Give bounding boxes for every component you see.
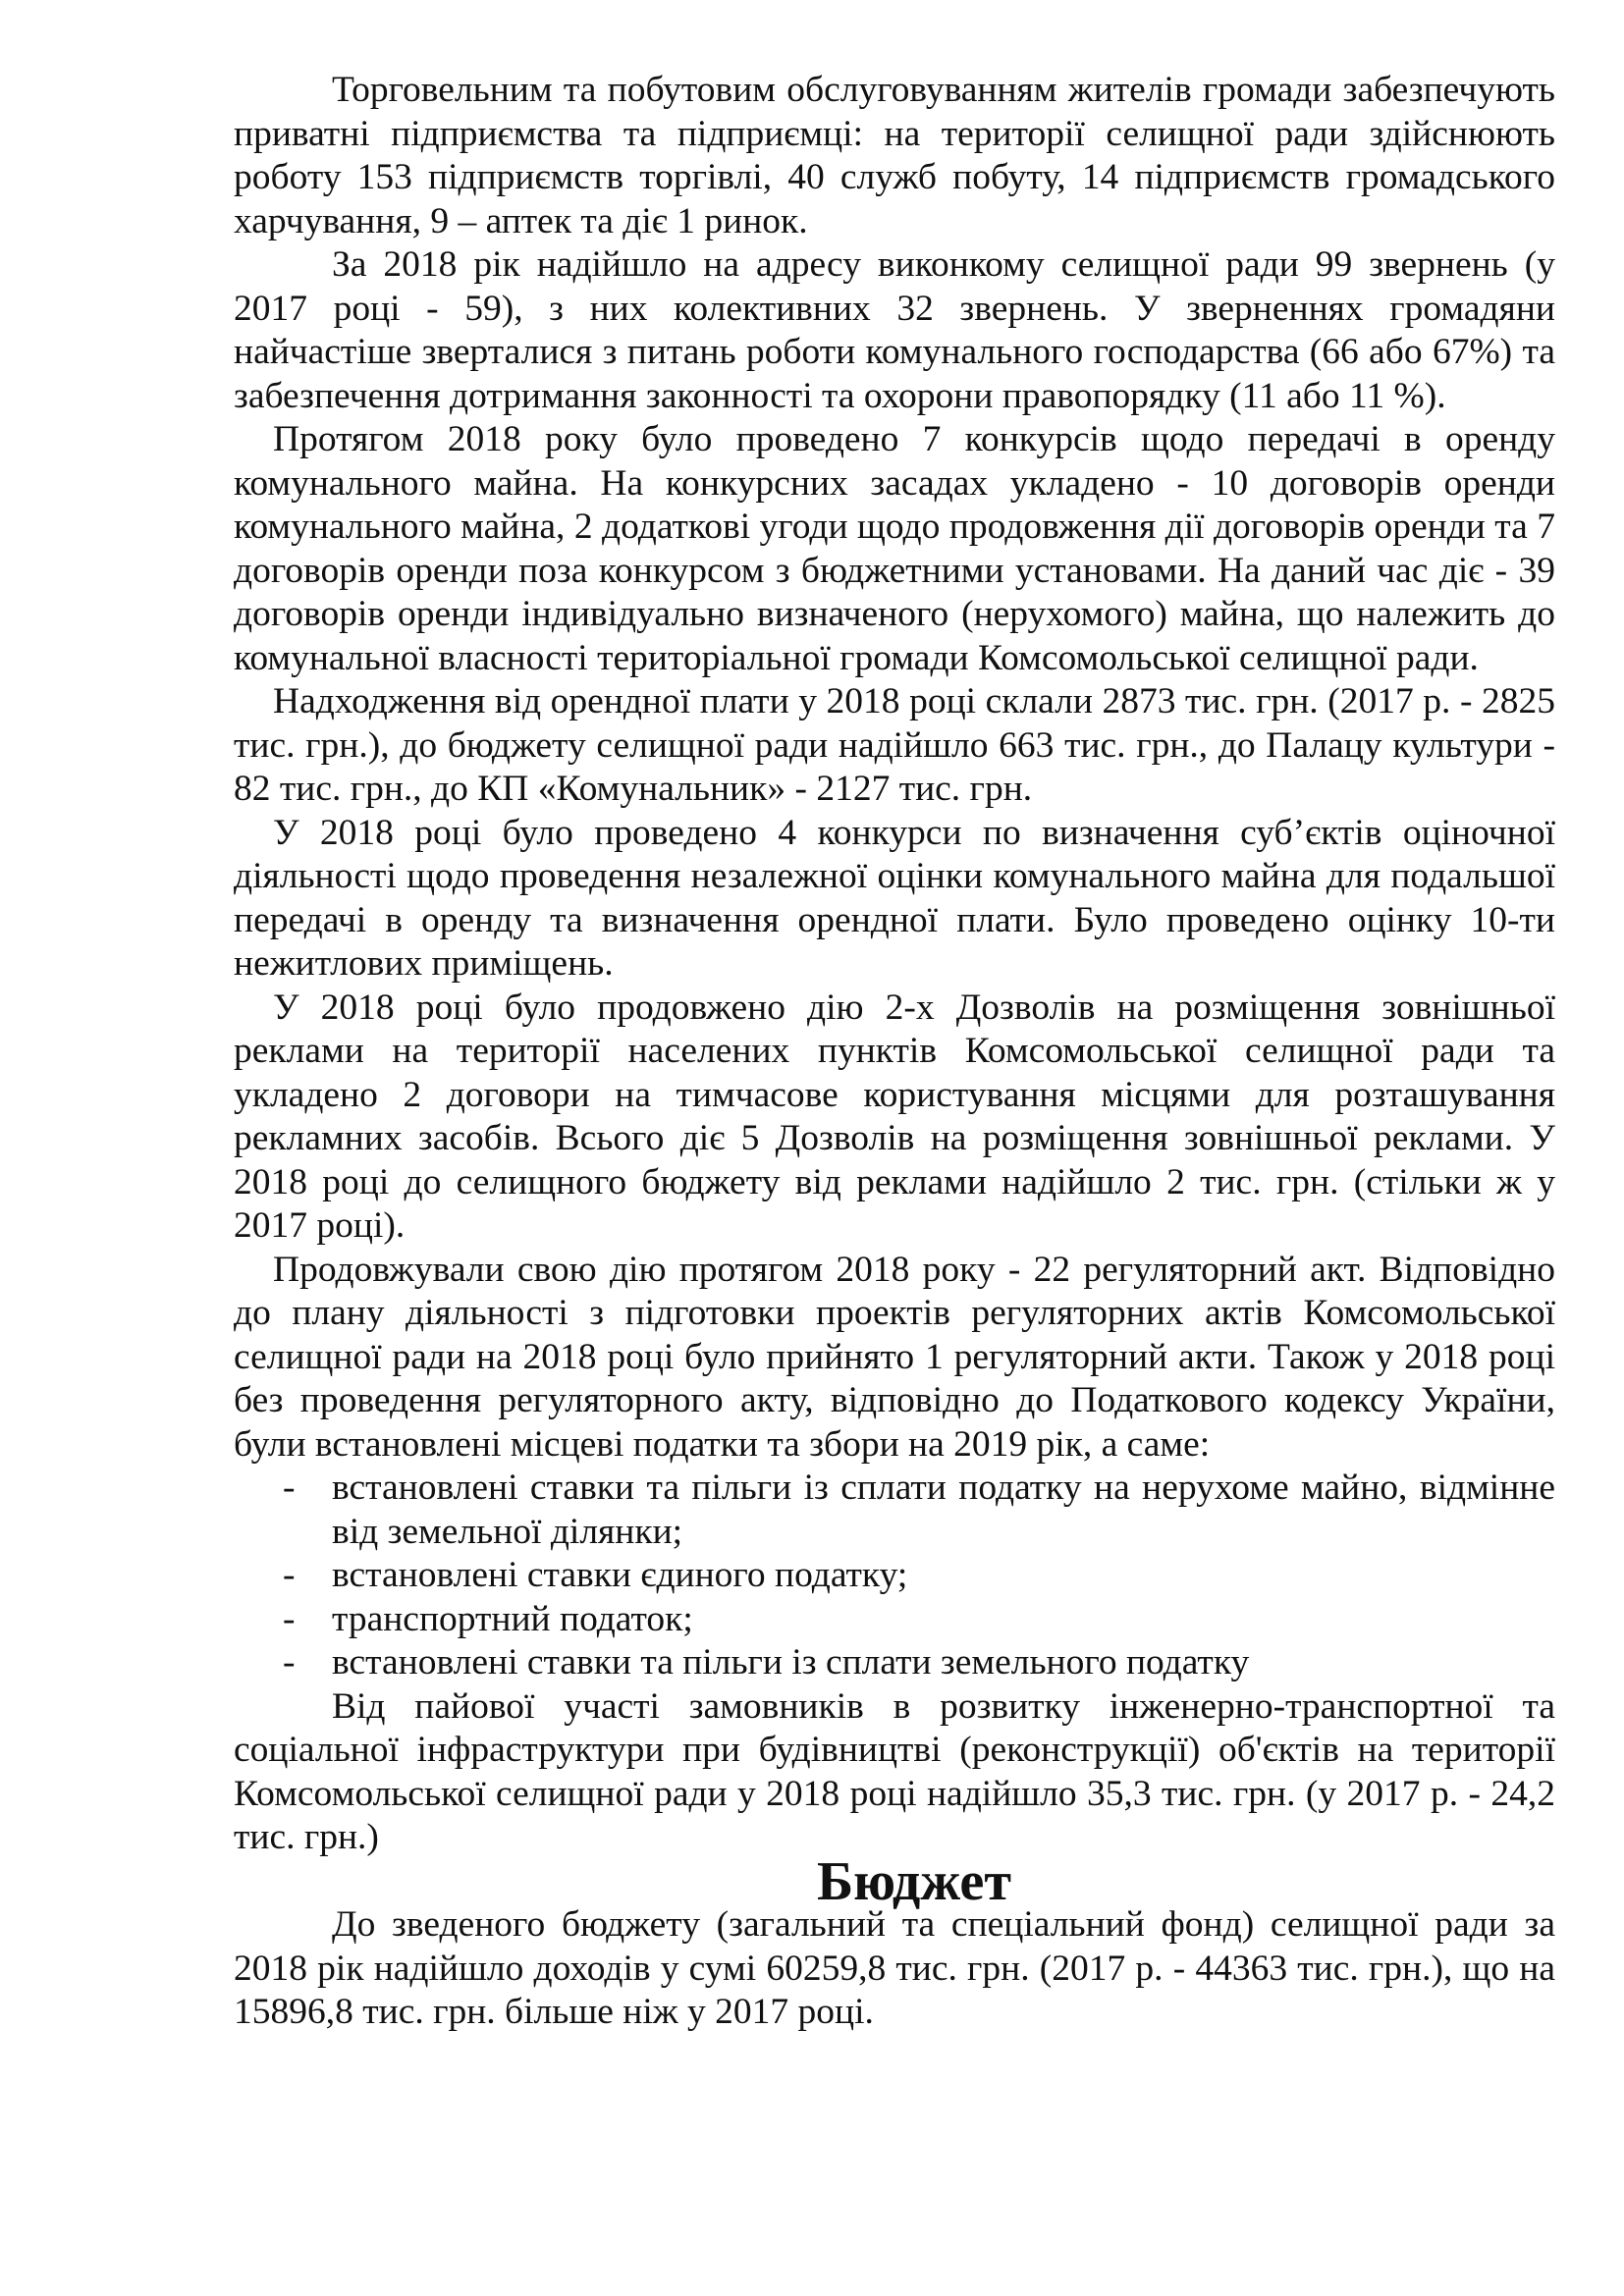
list-item xyxy=(234,1641,1555,1685)
list-item-text: транспортний податок; xyxy=(332,1598,693,1639)
dash-marker: - xyxy=(283,1598,296,1639)
dash-marker: - xyxy=(283,1555,296,1595)
list-item xyxy=(234,1554,1555,1598)
paragraph-rent-income: Надходження від орендної плати у 2018 році склали 2873 тис. грн. (2017 р. - 2825 тис. грн.), до бюджету селищної ради надійшло 663 тис. грн., до Палацу культури - 82 тис. грн., до КП «Комунальник» - 2127 тис. грн. xyxy=(234,681,1555,809)
list-item-text: встановлені ставки єдиного податку; xyxy=(332,1555,908,1595)
paragraph-property-rent-contests: Протягом 2018 року було проведено 7 конкурсів щодо передачі в оренду комунального майна. На конкурсних засадах укладено - 10 договорів оренди комунального майна, 2 додаткові угоди щодо продовження дії договорів оренди та 7 договорів оренди поза конкурсом з бюджетними установами. На даний час діє - 39 договорів оренди індивідуально визначеного (нерухомого) майна, що належить до комунальної власності територіальної громади Комсомольської селищної ради. xyxy=(234,419,1555,678)
dash-marker: - xyxy=(283,1468,296,1508)
list-item xyxy=(234,1598,1555,1642)
list-item-text: встановлені ставки та пільги із сплати податку на нерухоме майно, відмінне від земельної ділянки; xyxy=(332,1468,1555,1552)
paragraph-citizen-appeals: За 2018 рік надійшло на адресу виконкому селищної ради 99 звернень (у 2017 році - 59), з них колективних 32 звернень. У зверненнях громадяни найчастіше зверталися з питань роботи комунального господарства (66 або 67%) та забезпечення дотримання законності та охорони правопорядку (11 або 11 %). xyxy=(234,244,1555,416)
local-taxes-list xyxy=(234,1467,1555,1685)
paragraph-shared-participation: Від пайової участі замовників в розвитку інженерно-транспортної та соціальної інфраструктури при будівництві (реконструкції) об'єктів на території Комсомольської селищної ради у 2018 році надійшло 35,3 тис. грн. (у 2017 р. - 24,2 тис. грн.) xyxy=(234,1685,1555,1857)
paragraph-advertising-permits: У 2018 році було продовжено дію 2-х Дозволів на розміщення зовнішньої реклами на території населених пунктів Комсомольської селищної ради та укладено 2 договори на тимчасове користування місцями для розташування рекламних засобів. Всього діє 5 Дозволів на розміщення зовнішньої реклами. У 2018 році до селищного бюджету від реклами надійшло 2 тис. грн. (стільки ж у 2017 році). xyxy=(234,987,1555,1246)
list-item xyxy=(234,1467,1555,1554)
section-heading-budget: Бюджет xyxy=(816,1850,1012,1912)
paragraph-budget-income: До зведеного бюджету (загальний та спеціальний фонд) селищної ради за 2018 рік надійшло доходів у сумі 60259,8 тис. грн. (2017 р. - 44363 тис. грн.), що на 15896,8 тис. грн. більше ніж у 2017 році. xyxy=(234,1904,1555,2032)
paragraph-regulatory-acts: Продовжували свою дію протягом 2018 року - 22 регуляторний акт. Відповідно до плану діяльності з підготовки проектів регуляторних актів Комсомольської селищної ради на 2018 році було прийнято 1 регуляторний акти. Також у 2018 році без проведення регуляторного акту, відповідно до Податкового кодексу України, були встановлені місцеві податки та збори на 2019 рік, а саме: xyxy=(234,1249,1555,1465)
paragraph-valuation-contests: У 2018 році було проведено 4 конкурси по визначення суб’єктів оціночної діяльності щодо проведення незалежної оцінки комунального майна для подальшої передачі в оренду та визначення орендної плати. Було проведено оцінку 10-ти нежитлових приміщень. xyxy=(234,812,1555,984)
dash-marker: - xyxy=(283,1642,296,1682)
document-page xyxy=(234,69,1555,2035)
list-item-text: встановлені ставки та пільги із сплати земельного податку xyxy=(332,1642,1250,1682)
paragraph-trade-services: Торговельним та побутовим обслуговуванням жителів громади забезпечують приватні підприємства та підприємці: на території селищної ради здійснюють роботу 153 підприємств торгівлі, 40 служб побуту, 14 підприємств громадського харчування, 9 – аптек та діє 1 ринок. xyxy=(234,70,1555,241)
